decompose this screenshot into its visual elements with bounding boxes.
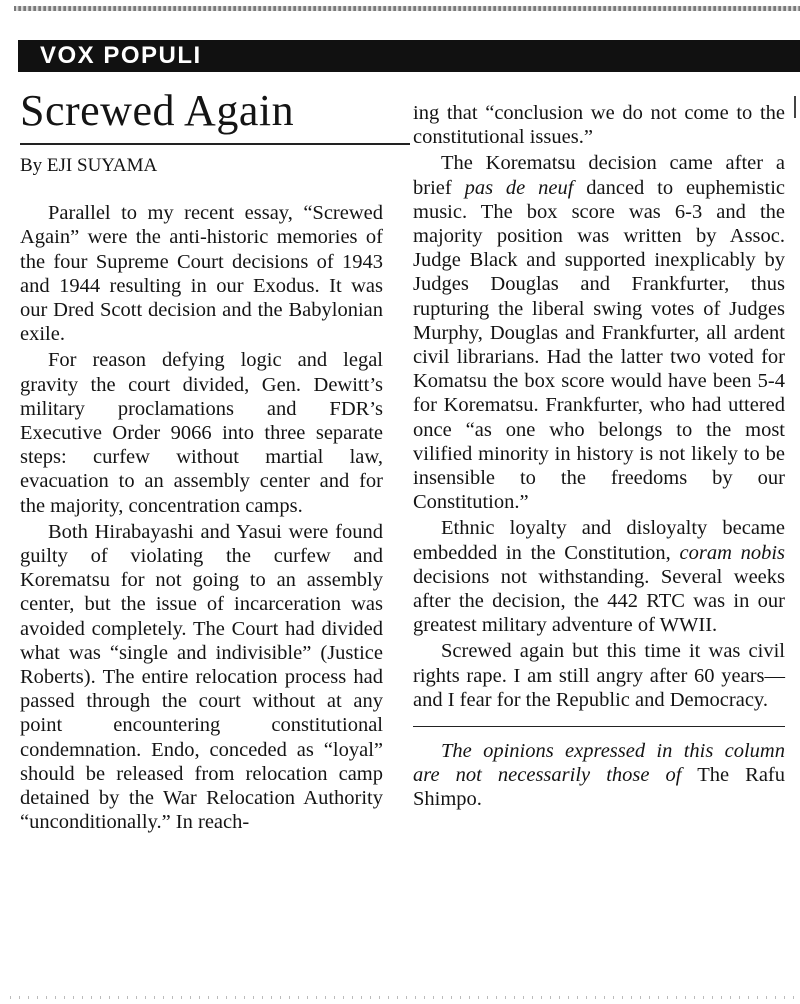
- italic-phrase: coram nobis: [679, 541, 785, 564]
- byline: By EJI SUYAMA: [20, 155, 158, 176]
- disclaimer-rule: [413, 726, 785, 727]
- bottom-scan-noise: [10, 996, 800, 999]
- paragraph: Screwed again but this time it was civil rights rape. I am still angry after 60 years—and I fear for the Republic and Democracy.: [413, 640, 785, 711]
- paragraph: Both Hirabayashi and Yasui were found guilty of violating the curfew and Korematsu for not going to an assembly center, but the issue of incarceration was avoided completely. The Court had divided what was “single and indivisible” (Justice Roberts). The entire relocation process had passed through the court without at any point encountering constitutional condemnation. Endo, conceded as “loyal” should be released from relocation camp detained by the War Relocation Authority “unconditionally.” In reach-: [20, 520, 383, 834]
- section-label: VOX POPULI: [40, 42, 202, 69]
- left-column: [20, 85, 383, 836]
- paragraph: [413, 516, 785, 637]
- paragraph: For reason defying logic and legal gravity the court divided, Gen. Dewitt’s military proclamations and FDR’s Executive Order 9066 into three separate steps: curfew without martial law, evacuation to an assembly center and for the majority, concentration camps.: [20, 349, 383, 517]
- headline: Screwed Again: [20, 86, 295, 135]
- disclaimer-text: The opinions expressed in this column are not necessarily those of: [413, 740, 785, 787]
- paragraph-continuation: ing that “conclusion we do not come to the constitutional issues.”: [413, 102, 785, 149]
- scan-edge-mark: [794, 96, 796, 118]
- right-column: [413, 101, 785, 812]
- paragraph: Parallel to my recent essay, “Screwed Again” were the anti-historic memories of the four Supreme Court decisions of 1943 and 1944 resulting in our Exodus. It was our Dred Scott decision and the Babylonian exile.: [20, 202, 383, 346]
- text-run: The Korematsu decision came after a brief: [413, 152, 785, 199]
- italic-phrase: pas de neuf: [464, 176, 574, 199]
- disclaimer: [413, 739, 785, 812]
- text-run: Ethnic loyalty and disloyalty became embedded in the Constitution,: [413, 517, 785, 564]
- text-run: danced to euphemistic music. The box score was 6-3 and the majority position was written by Assoc. Judge Black and supported inexplicably by Judges Douglas and Frankfurter, thus rupturing the liberal swing votes of Judges Murphy, Douglas and Frankfurter, all ardent civil librarians. Had the latter two voted for Komatsu the box score would have been 5-4 for Korematsu. Frankfurter, who had uttered once “as one who belongs to the most vilified minority in history is not likely to be insensible to the freedoms by our Constitution.”: [413, 176, 785, 514]
- section-banner: [18, 40, 800, 72]
- paragraph: [413, 151, 785, 514]
- newspaper-name: The Rafu Shimpo.: [413, 764, 785, 811]
- top-rule: [14, 6, 800, 11]
- text-run: decisions not withstanding. Several weeks after the decision, the 442 RTC was in our greatest military adventure of WWII.: [413, 565, 785, 637]
- headline-rule: [20, 143, 410, 145]
